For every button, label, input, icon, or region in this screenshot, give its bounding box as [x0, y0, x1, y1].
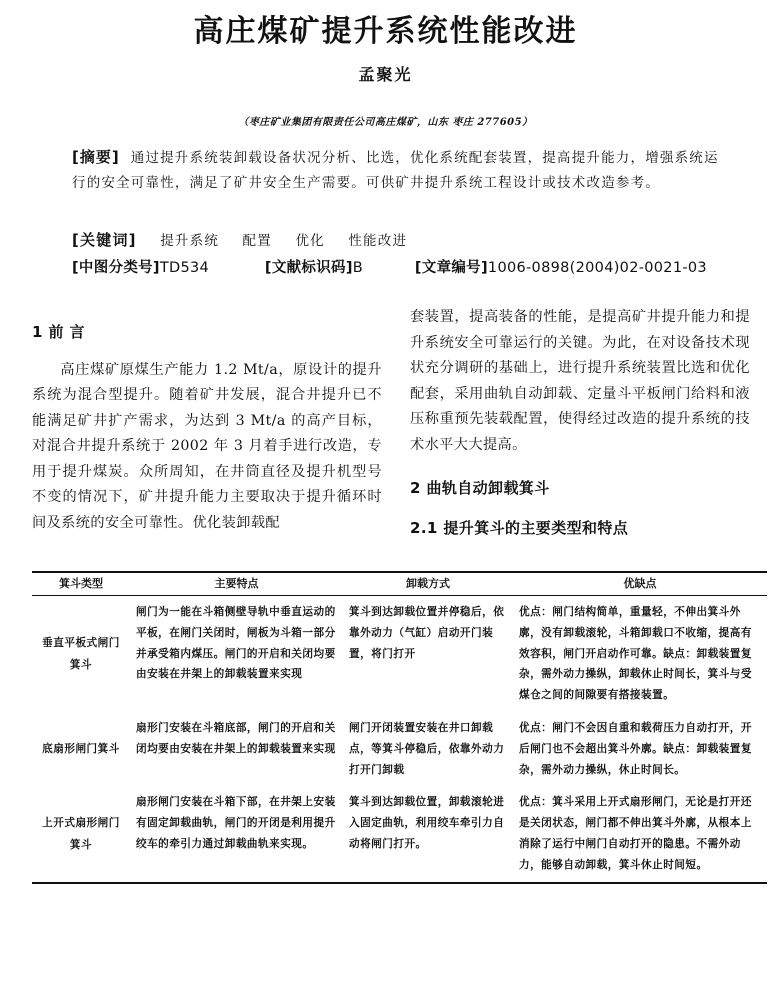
keyword-item: 提升系统	[160, 233, 220, 249]
table-cell-pros-cons: 优点：闸门不会因自重和载荷压力自动打开，开后闸门也不会超出箕斗外廓。缺点：卸载装置复杂，需外动力操纵，休止时间长。	[519, 721, 752, 776]
section-1-paragraph: 高庄煤矿原煤生产能力 1.2 Mt/a，原设计的提升系统为混合型提升。随着矿井发展，混合井提升已不能满足矿井扩产需求，为达到 3 Mt/a 的高产目标，对混合井提升系统于 2002 年 3 月着手进行改造，专用于提升煤炭。众所周知，在井筒直径及提升机型号不变的情况下，矿井提升能力主要取决于提升循环时间及系统的安全可靠性。优化装卸载配	[32, 361, 382, 531]
doc-code-label: [文献标识码]	[264, 260, 353, 276]
table-cell-unload: 箕斗到达卸载位置并停稳后，依靠外动力（气缸）启动开门装置，将门打开	[349, 606, 505, 660]
clc-label: [中图分类号]	[72, 260, 160, 276]
table-cell-features: 扇形门安装在斗箱底部，闸门的开启和关闭均要由安装在井架上的卸载装置来实现	[136, 721, 336, 755]
article-number-label: [文章编号]	[414, 260, 488, 276]
keyword-item: 配置	[242, 233, 272, 249]
section-1-paragraph-cont: 套装置，提高装备的性能，是提高矿井提升能力和提升系统安全可靠运行的关键。为此，在对设备技术现状充分调研的基础上，进行提升系统装置比选和优化配套，采用曲轨自动卸载、定量斗平板闸门给料和液压称重预先装载配置，使得经过改造的提升系统的技术水平大大提高。	[410, 309, 750, 453]
clc-value: TD534	[159, 260, 210, 276]
paper-title: 高庄煤矿提升系统性能改进	[193, 14, 578, 49]
table-header: 箕斗类型	[32, 572, 130, 596]
table-header: 主要特点	[130, 572, 343, 596]
keywords-block	[72, 229, 407, 250]
article-number-value: 1006-0898(2004)02-0021-03	[487, 260, 707, 276]
keywords-label: [关键词]	[72, 231, 137, 249]
skip-types-table	[32, 571, 767, 884]
left-column	[32, 320, 382, 536]
table-row	[32, 786, 767, 882]
table-cell-type: 垂直平板式闸门箕斗	[42, 636, 120, 671]
section-1-heading: 1 前 言	[32, 323, 85, 341]
table-cell-unload: 闸门开闭装置安装在井口卸载点，等箕斗停稳后，依靠外动力打开门卸载	[349, 721, 505, 776]
table-cell-pros-cons: 优点：箕斗采用上开式扇形闸门，无论是打开还是关闭状态，闸门都不伸出箕斗外廓，从根本上消除了运行中闸门自动打开的隐患。不需外动力，能够自动卸载，箕斗休止时间短。	[513, 786, 767, 882]
section-2-heading: 2 曲轨自动卸载箕斗	[410, 479, 550, 497]
section-2-1-heading: 2.1 提升箕斗的主要类型和特点	[410, 518, 629, 537]
table-header: 优缺点	[513, 572, 767, 596]
author-name: 孟聚光	[358, 65, 413, 84]
keyword-item: 优化	[295, 233, 325, 249]
table-row	[32, 712, 767, 786]
table-cell-features: 扇形闸门安装在斗箱下部，在井架上安装有固定卸载曲轨，闸门的开闭是利用提升绞车的牵引力通过卸载曲轨来实现。	[130, 786, 343, 882]
table-cell-type: 上开式扇形闸门箕斗	[32, 786, 130, 882]
table-cell-unload: 箕斗到达卸载位置，卸载滚轮进入固定曲轨，利用绞车牵引力自动将闸门打开。	[343, 786, 513, 882]
abstract-label: [摘要]	[72, 148, 120, 166]
table-cell-pros-cons: 优点：闸门结构简单，重量轻，不伸出箕斗外廓，没有卸载滚轮，斗箱卸载口不收缩，提高有效容积，闸门开启动作可靠。缺点：卸载装置复杂，需外动力操纵，卸载休止时间长，箕斗与受煤仓之间的间隙要有搭接装置。	[519, 606, 752, 702]
table-row	[32, 596, 767, 712]
table-cell-type: 底扇形闸门箕斗	[42, 743, 120, 756]
classification-line	[72, 256, 707, 277]
keyword-item: 性能改进	[348, 233, 408, 249]
abstract-block	[72, 145, 722, 196]
table-header-row	[32, 572, 767, 596]
right-column	[410, 305, 750, 541]
doc-code-value: B	[352, 260, 364, 276]
table-cell-features: 闸门为一能在斗箱侧壁导轨中垂直运动的平板，在闸门关闭时，闸板为斗箱一部分并承受箱内煤压。闸门的开启和关闭均要由安装在井架上的卸载装置来实现	[136, 606, 336, 681]
abstract-text: 通过提升系统装卸载设备状况分析、比选，优化系统配套装置，提高提升能力，增强系统运行的安全可靠性，满足了矿井安全生产需要。可供矿井提升系统工程设计或技术改造参考。	[72, 150, 719, 191]
table-header: 卸载方式	[343, 572, 513, 596]
affiliation: （枣庄矿业集团有限责任公司高庄煤矿，山东 枣庄 277605）	[238, 117, 533, 128]
